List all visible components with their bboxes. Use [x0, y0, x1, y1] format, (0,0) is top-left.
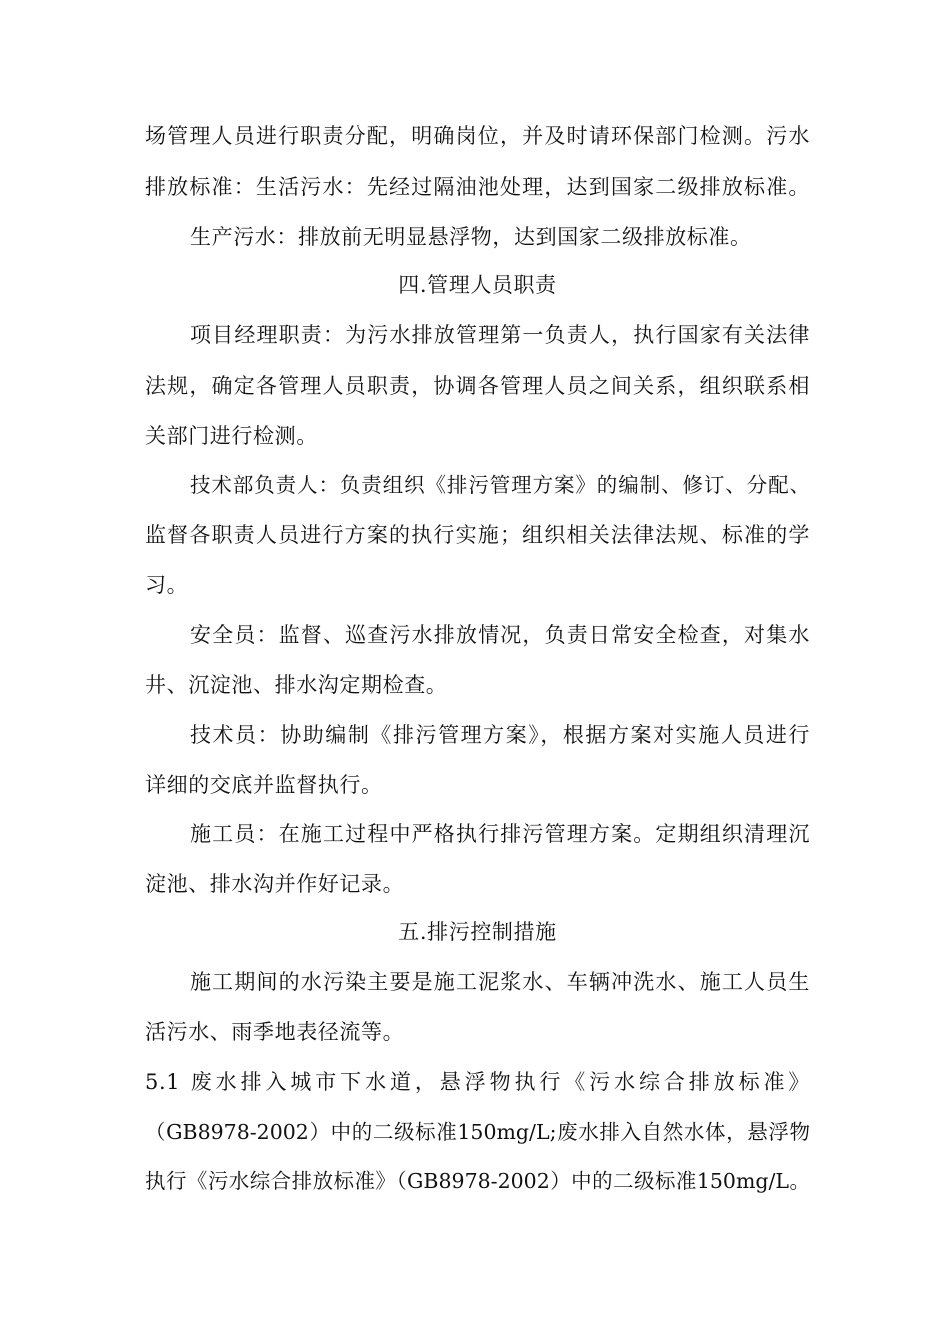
paragraph-line: 安全员：监督、巡查污水排放情况，负责日常安全检查，对集水: [190, 623, 810, 647]
paragraph-line: 习。: [145, 573, 189, 597]
paragraph-line: 施工期间的水污染主要是施工泥浆水、车辆冲洗水、施工人员生: [190, 970, 810, 994]
paragraph-line: 活污水、雨季地表径流等。: [145, 1020, 405, 1044]
paragraph-line: 技术部负责人：负责组织《排污管理方案》的编制、修订、分配、: [190, 473, 810, 497]
paragraph-line: 技术员：协助编制《排污管理方案》，根据方案对实施人员进行: [190, 723, 810, 747]
section-heading-5: 五.排污控制措施: [398, 920, 557, 944]
paragraph-line: 监督各职责人员进行方案的执行实施；组织相关法律法规、标准的学: [145, 523, 810, 547]
paragraph-line: 法规，确定各管理人员职责，协调各管理人员之间关系，组织联系相: [145, 374, 810, 398]
paragraph-line: 详细的交底并监督执行。: [145, 773, 383, 797]
paragraph-line: 关部门进行检测。: [145, 424, 318, 448]
paragraph-line: 淀池、排水沟并作好记录。: [145, 872, 405, 896]
paragraph-line: 执行《污水综合排放标准》（GB8978-2002）中的二级标准150mg/L。: [145, 1169, 810, 1193]
paragraph-line: 5.1 废水排入城市下水道，悬浮物执行《污水综合排放标准》: [145, 1070, 810, 1094]
paragraph-line: 生产污水：排放前无明显悬浮物，达到国家二级排放标准。: [190, 225, 752, 249]
paragraph-line: 施工员：在施工过程中严格执行排污管理方案。定期组织清理沉: [190, 822, 810, 846]
paragraph-line: 项目经理职责：为污水排放管理第一负责人，执行国家有关法律: [190, 323, 810, 347]
paragraph-line: （GB8978-2002）中的二级标准150mg/L;废水排入自然水体，悬浮物: [145, 1120, 810, 1144]
paragraph-line: 井、沉淀池、排水沟定期检查。: [145, 673, 448, 697]
paragraph-line: 场管理人员进行职责分配，明确岗位，并及时请环保部门检测。污水: [145, 124, 810, 148]
section-heading-4: 四.管理人员职责: [398, 273, 557, 297]
paragraph-line: 排放标准：生活污水：先经过隔油池处理，达到国家二级排放标准。: [145, 175, 810, 199]
